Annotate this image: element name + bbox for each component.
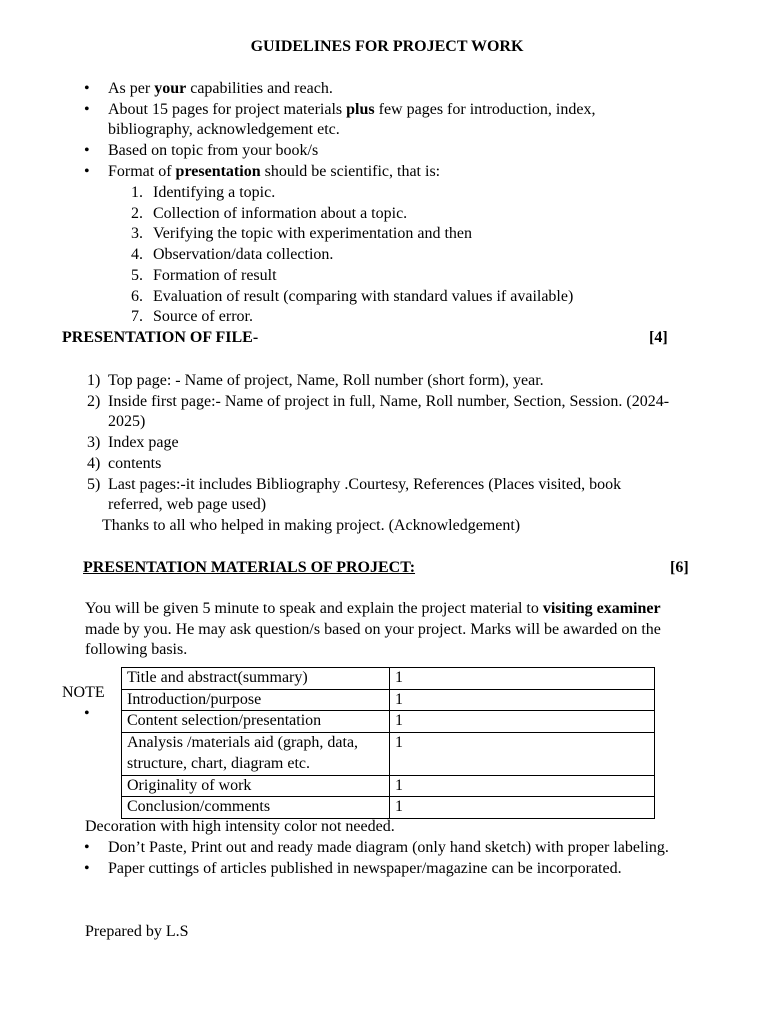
step-item: 2. Collection of information about a topic. — [131, 204, 408, 222]
criterion-cell: Originality of work — [122, 775, 390, 797]
page-title: GUIDELINES FOR PROJECT WORK — [250, 38, 524, 55]
file-item: 4) contents — [87, 454, 162, 472]
guidelines-list — [0, 79, 668, 183]
note-points-list — [0, 838, 688, 879]
step-item: 6. Evaluation of result (comparing with standard values if available) — [131, 287, 574, 305]
criterion-cell: Title and abstract(summary) — [122, 668, 390, 690]
step-item: 7. Source of error. — [131, 308, 253, 326]
mark-cell: 1 — [390, 668, 655, 690]
note-label: NOTE — [62, 684, 105, 701]
criterion-cell: Content selection/presentation — [122, 711, 390, 733]
file-item: 5) Last pages:-it includes Bibliography .Courtesy, References (Places visited, book referred, web page used) — [87, 475, 622, 514]
note-point: • Don’t Paste, Print out and ready made diagram (only hand sketch) with proper labeling. — [0, 838, 678, 859]
guideline-item: • About 15 pages for project materials plus few pages for introduction, index, bibliography, acknowledgement etc. — [0, 100, 668, 141]
file-item: 3) Index page — [87, 434, 179, 452]
table-row — [122, 775, 655, 797]
table-row — [122, 733, 655, 775]
note-first-point: Decoration with high intensity color not needed. — [85, 818, 395, 835]
file-items-list — [0, 371, 674, 516]
materials-paragraph: You will be given 5 minute to speak and explain the project material to visiting examiner made by you. He may ask question/s based on your project. Marks will be awarded on the following basis. — [85, 600, 661, 659]
mark-cell: 1 — [390, 711, 655, 733]
guideline-item: • Format of presentation should be scientific, that is: — [0, 162, 668, 183]
step-item: 3. Verifying the topic with experimentation and then — [131, 225, 473, 243]
file-section-heading: PRESENTATION OF FILE- — [62, 329, 259, 346]
table-row — [122, 711, 655, 733]
materials-section-heading: PRESENTATION MATERIALS OF PROJECT: — [83, 559, 416, 576]
guideline-item: • Based on topic from your book/s — [0, 141, 668, 162]
mark-cell: 1 — [390, 797, 655, 819]
marks-table — [121, 667, 655, 819]
criterion-cell: Analysis /materials aid (graph, data, structure, chart, diagram etc. — [122, 733, 390, 775]
mark-cell: 1 — [390, 775, 655, 797]
note-bullet: • — [84, 705, 90, 722]
criterion-cell: Conclusion/comments — [122, 797, 390, 819]
file-item: 2) Inside first page:- Name of project in full, Name, Roll number, Section, Session. (2024-2025) — [87, 392, 670, 431]
file-item: 1) Top page: - Name of project, Name, Roll number (short form), year. — [87, 372, 544, 389]
step-item: 4. Observation/data collection. — [131, 246, 334, 264]
table-row — [122, 689, 655, 711]
format-steps-list — [0, 183, 573, 328]
prepared-by: Prepared by L.S — [85, 923, 189, 940]
criterion-cell: Introduction/purpose — [122, 689, 390, 711]
materials-section-marks: [6] — [670, 559, 689, 576]
acknowledgement-line: Thanks to all who helped in making project. (Acknowledgement) — [102, 517, 521, 534]
step-item: 5. Formation of result — [131, 266, 277, 284]
guideline-item: • As per your capabilities and reach. — [0, 79, 668, 100]
note-point: • Paper cuttings of articles published in newspaper/magazine can be incorporated. — [0, 859, 688, 880]
file-section-marks: [4] — [649, 329, 668, 346]
mark-cell: 1 — [390, 733, 655, 775]
step-item: 1. Identifying a topic. — [131, 184, 276, 201]
mark-cell: 1 — [390, 689, 655, 711]
table-row — [122, 668, 655, 690]
table-row — [122, 797, 655, 819]
